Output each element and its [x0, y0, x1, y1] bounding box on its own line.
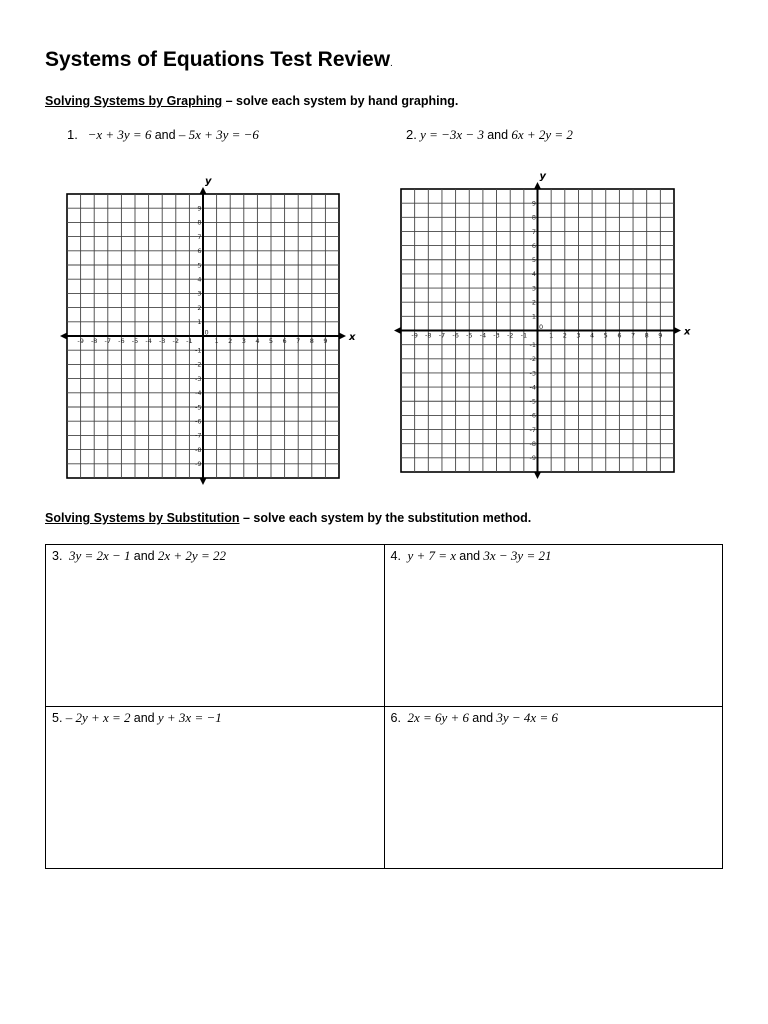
y-tick-label: 6: [531, 241, 536, 250]
problem-2: [406, 127, 573, 143]
y-tick-label: -5: [529, 397, 536, 406]
problem-number: 1.: [67, 127, 78, 142]
table-row: [46, 707, 723, 869]
y-tick-label: -8: [529, 440, 536, 448]
problem-number: 6.: [390, 711, 401, 725]
x-tick-label: -1: [186, 337, 193, 345]
conjunction: and: [154, 128, 176, 142]
y-tick-label: 5: [531, 256, 536, 265]
x-tick-label: 8: [309, 337, 314, 345]
y-tick-label: 8: [197, 218, 202, 227]
y-tick-label: 4: [197, 275, 202, 284]
conjunction: and: [487, 128, 509, 142]
x-tick-label: 9: [658, 331, 663, 340]
y-tick-label: 2: [197, 303, 202, 312]
equation-2: 6x + 2y = 2: [511, 127, 573, 142]
y-axis-label: y: [539, 171, 547, 182]
x-axis-arrow-left: [394, 327, 401, 334]
x-tick-label: -7: [104, 337, 112, 345]
conjunction: and: [133, 711, 155, 725]
y-tick-label: 2: [531, 298, 536, 307]
equation-1: y = −3x − 3: [420, 127, 484, 142]
x-tick-label: -5: [131, 337, 139, 345]
y-tick-label: -2: [195, 360, 202, 369]
x-tick-label: -5: [466, 331, 473, 340]
y-tick-label: -9: [529, 454, 536, 463]
y-tick-label: -1: [195, 346, 202, 355]
y-tick-label: 9: [197, 204, 202, 213]
x-tick-label: -2: [172, 337, 180, 345]
x-axis-arrow-right: [674, 327, 681, 334]
y-tick-label: 7: [197, 232, 202, 241]
x-tick-label: 5: [603, 331, 608, 340]
problem-number: 3.: [52, 549, 63, 563]
problem-number: 5.: [52, 711, 63, 725]
x-tick-label: -3: [158, 337, 166, 345]
page-title: [45, 48, 393, 72]
y-axis-arrow-up: [200, 187, 207, 194]
x-tick-label: 8: [644, 331, 649, 340]
conjunction: and: [459, 549, 481, 563]
y-axis-arrow-down: [534, 472, 541, 479]
x-axis-label: x: [684, 326, 691, 338]
y-tick-label: -8: [195, 445, 202, 454]
y-tick-label: 1: [197, 318, 202, 327]
x-tick-label: -1: [520, 331, 528, 340]
problem-5-cell[interactable]: [46, 707, 385, 869]
graphing-heading-instructions: – solve each system by hand graphing.: [222, 94, 459, 108]
y-tick-label: -7: [529, 425, 536, 434]
equation-2: – 5x + 3y = −6: [178, 127, 259, 142]
x-tick-label: 3: [576, 331, 581, 340]
x-tick-label: 4: [590, 331, 595, 340]
problem-3-cell[interactable]: [46, 545, 385, 707]
equation-2: 2x + 2y = 22: [157, 548, 226, 563]
x-tick-label: -9: [411, 331, 418, 340]
x-tick-label: 1: [549, 331, 554, 340]
y-axis-arrow-up: [534, 182, 541, 189]
y-tick-label: -4: [529, 383, 536, 392]
graphing-heading-title: Solving Systems by Graphing: [45, 94, 223, 108]
y-tick-label: -1: [529, 340, 536, 349]
y-tick-label: -6: [529, 411, 536, 420]
y-tick-label: 7: [531, 227, 536, 236]
x-tick-label: -8: [90, 337, 98, 345]
x-tick-label: 9: [323, 337, 328, 345]
equation-2: y + 3x = −1: [157, 710, 222, 725]
x-tick-label: -2: [506, 331, 514, 340]
x-axis-arrow-right: [339, 333, 346, 340]
equation-1: – 2y + x = 2: [65, 710, 131, 725]
equation-1: 3y = 2x − 1: [68, 548, 131, 563]
y-axis-arrow-down: [200, 478, 207, 485]
x-axis-arrow-left: [60, 333, 67, 340]
equation-1: −x + 3y = 6: [87, 127, 152, 142]
coordinate-grid-1[interactable]: [55, 172, 356, 486]
problem-number: 2.: [406, 127, 417, 142]
conjunction: and: [133, 549, 155, 563]
equation-2: 3x − 3y = 21: [483, 548, 552, 563]
title-text: Systems of Equations Test Review: [45, 48, 391, 71]
origin-label: 0: [539, 323, 544, 331]
y-tick-label: 9: [531, 199, 536, 208]
equation-2: 3y − 4x = 6: [496, 710, 558, 725]
y-tick-label: -5: [195, 403, 202, 412]
x-tick-label: 4: [255, 337, 260, 345]
problem-6-cell[interactable]: [384, 707, 723, 869]
origin-label: 0: [204, 328, 209, 337]
y-tick-label: 1: [531, 312, 536, 321]
x-tick-label: -9: [77, 337, 84, 345]
graphing-heading: [45, 94, 458, 108]
x-tick-label: 5: [268, 337, 274, 345]
equation-1: 2x = 6y + 6: [407, 710, 470, 725]
problem-1: [67, 127, 259, 143]
y-tick-label: -2: [529, 355, 536, 364]
x-tick-label: -7: [438, 331, 446, 340]
coordinate-grid-2[interactable]: [389, 167, 691, 480]
x-tick-label: -6: [452, 331, 459, 340]
y-tick-label: -9: [195, 460, 202, 469]
x-tick-label: 7: [296, 337, 301, 345]
substitution-heading-instructions: – solve each system by the substitution method.: [239, 511, 532, 525]
x-tick-label: -6: [118, 337, 125, 345]
y-tick-label: 3: [531, 284, 536, 293]
x-tick-label: 3: [241, 337, 246, 345]
x-axis-label: x: [349, 332, 356, 343]
x-tick-label: -8: [425, 331, 432, 340]
x-tick-label: -3: [493, 331, 500, 340]
x-tick-label: 1: [214, 337, 219, 345]
x-tick-label: 7: [630, 331, 636, 340]
y-tick-label: -3: [195, 374, 202, 383]
x-tick-label: -4: [145, 337, 152, 345]
problem-number: 4.: [390, 549, 401, 563]
title-period: .: [390, 58, 393, 69]
x-tick-label: 6: [617, 331, 622, 340]
table-row: [46, 545, 723, 707]
y-tick-label: 4: [531, 270, 536, 279]
y-tick-label: -6: [195, 417, 202, 426]
y-tick-label: -3: [529, 369, 536, 378]
x-tick-label: 2: [228, 337, 233, 345]
substitution-heading: [45, 511, 531, 525]
x-tick-label: 6: [282, 337, 287, 345]
substitution-table: [45, 544, 723, 869]
y-tick-label: 6: [197, 247, 202, 256]
y-tick-label: -4: [195, 389, 202, 398]
x-tick-label: -4: [479, 331, 487, 340]
equation-1: y + 7 = x: [407, 548, 457, 563]
y-tick-label: 8: [531, 213, 536, 222]
x-tick-label: 2: [562, 331, 567, 340]
y-tick-label: -7: [195, 431, 202, 440]
y-tick-label: 3: [197, 289, 202, 298]
problem-4-cell[interactable]: [384, 545, 723, 707]
y-tick-label: 5: [197, 261, 202, 270]
conjunction: and: [472, 711, 494, 725]
substitution-heading-title: Solving Systems by Substitution: [45, 511, 240, 525]
y-axis-label: y: [205, 176, 212, 187]
